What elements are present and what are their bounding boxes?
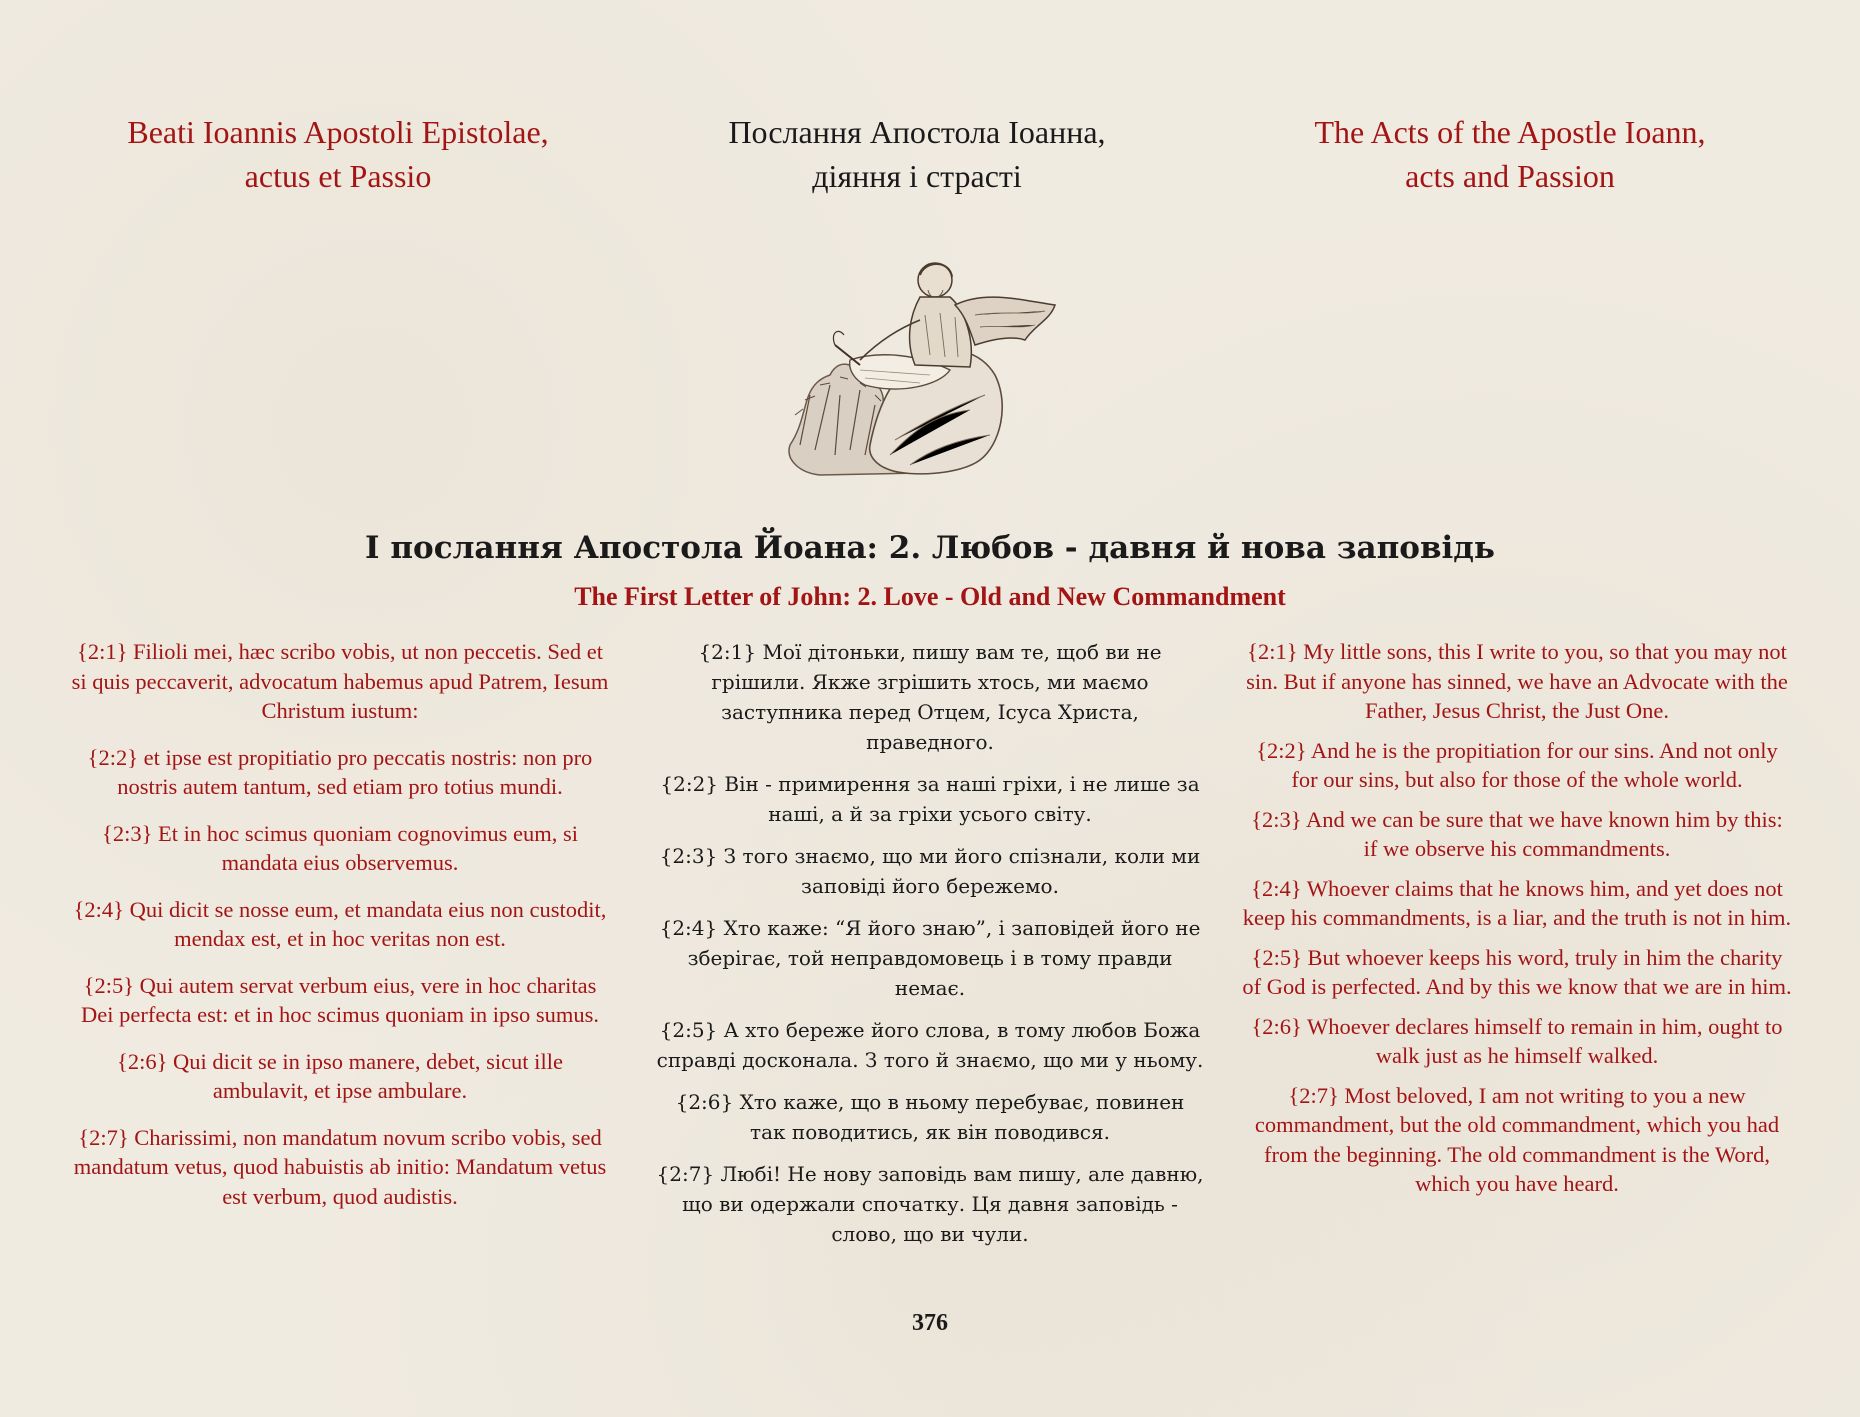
- section-title-english: The First Letter of John: 2. Love - Old and New Commandment: [574, 582, 1286, 611]
- verse-latin-2-2: {2:2} et ipse est propitiatio pro peccatis nostris: non pro nostris autem tantum, sed etiam pro totius mundi.: [87, 744, 593, 799]
- verse-english-2-5: {2:5} But whoever keeps his word, truly in him the charity of God is perfected. And by this we know that we are in him.: [1242, 944, 1792, 999]
- verse-english-2-7: {2:7} Most beloved, I am not writing to you a new commandment, but the old commandment, which you had from the beginning. The old commandment is the Word, which you have heard.: [1254, 1082, 1780, 1196]
- verse-english-2-1: {2:1} My little sons, this I write to you, so that you may not sin. But if anyone has sinned, we have an Advocate with the Father, Jesus Christ, the Just One.: [1246, 639, 1788, 723]
- verse-latin-2-6: {2:6} Qui dicit se in ipso manere, debet, sicut ille ambulavit, et ipse ambulare.: [117, 1048, 563, 1103]
- header-english: [1230, 110, 1790, 198]
- verse-english-2-3: {2:3} And we can be sure that we have known him by this: if we observe his commandments.: [1251, 806, 1783, 861]
- header-latin: [58, 110, 618, 198]
- verse-latin-2-3: {2:3} Et in hoc scimus quoniam cognovimus eum, si mandata eius observemus.: [102, 820, 578, 875]
- header-ukrainian-line-1: Послання Апостола Іоанна,: [728, 114, 1106, 150]
- verse-ukrainian-2-3: {2:3} З того знаємо, що ми його спізнали, коли ми заповіді його бережемо.: [659, 844, 1201, 898]
- column-latin: [70, 637, 610, 1228]
- verse-english-2-6: {2:6} Whoever declares himself to remain in him, ought to walk just as he himself walked.: [1251, 1013, 1783, 1068]
- verse-latin-2-4: {2:4} Qui dicit se nosse eum, et mandata eius non custodit, mendax est, et in hoc veritas non est.: [73, 896, 607, 951]
- verse-english-2-4: {2:4} Whoever claims that he knows him, and yet does not keep his commandments, is a liar, and the truth is not in him.: [1242, 875, 1792, 930]
- header-ukrainian-line-2: діяння і страсті: [812, 158, 1022, 194]
- header-ukrainian: [637, 110, 1197, 198]
- verse-latin-2-1: {2:1} Filioli mei, hæc scribo vobis, ut non peccetis. Sed et si quis peccaverit, advocatum habemus apud Patrem, Iesum Christum iustum:: [71, 639, 609, 723]
- column-ukrainian: [655, 637, 1205, 1261]
- header-english-line-1: The Acts of the Apostle Ioann,: [1314, 114, 1706, 150]
- header-latin-line-1: Beati Ioannis Apostoli Epistolae,: [127, 114, 549, 150]
- section-title-ukrainian: І послання Апостола Йоана: 2. Любов - давня й нова заповідь: [365, 530, 1495, 566]
- verse-english-2-2: {2:2} And he is the propitiation for our sins. And not only for our sins, but also for those of the whole world.: [1256, 737, 1778, 792]
- verse-ukrainian-2-4: {2:4} Хто каже: “Я його знаю”, і заповідей його не зберігає, той неправдомовець і в тому правди немає.: [659, 916, 1201, 1000]
- column-english: [1242, 637, 1792, 1209]
- verse-ukrainian-2-1: {2:1} Мої дітоньки, пишу вам те, щоб ви не грішили. Якже згрішить хтось, ми маємо заступника перед Отцем, Ісуса Христа, праведного.: [698, 640, 1162, 754]
- apostle-john-writing-icon: [780, 245, 1080, 485]
- header-latin-line-2: actus et Passio: [244, 158, 432, 194]
- verse-ukrainian-2-7: {2:7} Любі! Не нову заповідь вам пишу, але давню, що ви одержали спочатку. Ця давня заповідь - слово, що ви чули.: [656, 1162, 1204, 1246]
- verse-latin-2-5: {2:5} Qui autem servat verbum eius, vere in hoc charitas Dei perfecta est: et in hoc scimus quoniam in ipso sumus.: [80, 972, 600, 1027]
- page-number: 376: [912, 1310, 948, 1336]
- header-english-line-2: acts and Passion: [1405, 158, 1615, 194]
- verse-ukrainian-2-5: {2:5} А хто береже його слова, в тому любов Божа справді досконала. З того й знаємо, що ми у ньому.: [656, 1018, 1204, 1072]
- verse-ukrainian-2-2: {2:2} Він - примирення за наші гріхи, і не лише за наші, а й за гріхи усього світу.: [660, 772, 1200, 826]
- verse-latin-2-7: {2:7} Charissimi, non mandatum novum scribo vobis, sed mandatum vetus, quod habuistis ab initio: Mandatum vetus est verbum, quod audistis.: [73, 1124, 607, 1209]
- verse-ukrainian-2-6: {2:6} Хто каже, що в ньому перебуває, повинен так поводитись, як він поводився.: [675, 1090, 1185, 1144]
